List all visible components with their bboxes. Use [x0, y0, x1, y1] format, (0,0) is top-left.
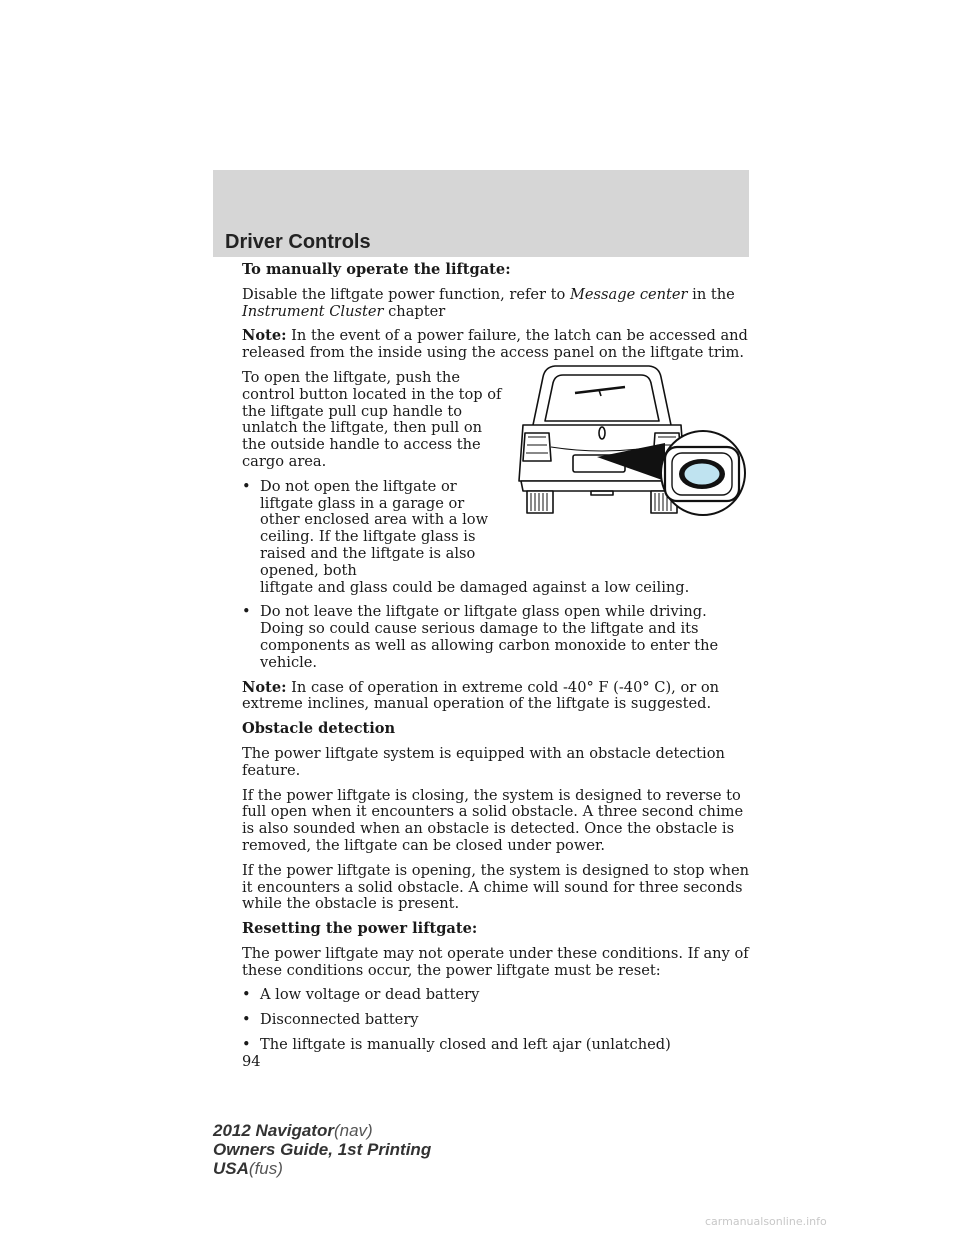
footer-model: 2012 Navigator	[213, 1121, 334, 1140]
obstacle-detection-heading: Obstacle detection	[242, 720, 396, 738]
page-number: 94	[242, 1052, 261, 1070]
bullet-icon: •	[242, 477, 251, 495]
note-power-failure: Note: In the event of a power failure, the latch can be accessed and released from the inside using the access panel on the liftgate trim.	[242, 327, 748, 362]
reset-intro-paragraph: The power liftgate may not operate under these conditions. If any of these conditions occur, the power liftgate must be reset:	[242, 944, 749, 979]
list-item: • Do not leave the liftgate or liftgate glass open while driving. Doing so could cause serious damage to the liftgate and its components as well as allowing carbon monoxide to enter the vehicle.	[242, 603, 719, 671]
bullet-icon: •	[242, 986, 251, 1004]
footer-market-code: (fus)	[248, 1159, 283, 1178]
bullet-icon: •	[242, 1036, 251, 1054]
site-watermark: carmanualsonline.info	[705, 1215, 827, 1228]
footer-market: USA	[213, 1159, 249, 1178]
footer-model-code: (nav)	[333, 1121, 373, 1140]
note-label: Note:	[242, 678, 287, 696]
obstacle-paragraph-1: The power liftgate system is equipped with an obstacle detection feature.	[242, 744, 725, 779]
obstacle-paragraph-3: If the power liftgate is opening, the system is designed to stop when it encounters a solid obstacle. A chime will sound for three seconds while the obstacle is present.	[242, 861, 750, 913]
manual-operation-heading: To manually operate the liftgate:	[242, 261, 511, 278]
chapter-title: Driver Controls	[225, 231, 371, 253]
list-item: • A low voltage or dead battery	[242, 986, 480, 1004]
resetting-heading: Resetting the power liftgate:	[242, 920, 478, 938]
bullet-icon: •	[242, 1011, 251, 1029]
bullet-icon: •	[242, 603, 251, 621]
instrument-cluster-reference: Instrument Cluster	[242, 302, 384, 320]
footer-printing: Owners Guide, 1st Printing	[213, 1140, 432, 1159]
chapter-header-band	[213, 170, 749, 257]
message-center-reference: Message center	[569, 285, 688, 303]
obstacle-paragraph-2: If the power liftgate is closing, the system is designed to reverse to full open when it encounters a solid obstacle. A three second chime is also sounded when an obstacle is detected. Once the obstacle is removed, the liftgate can be closed under power.	[242, 786, 744, 854]
note-extreme-conditions: Note: In case of operation in extreme cold -40° F (-40° C), or on extreme inclines, manual operation of the liftgate is suggested.	[242, 678, 720, 713]
list-item: • Do not open the liftgate or liftgate glass in a garage or other enclosed area with a low ceiling. If the liftgate glass is raised and the liftgate is also opened, both liftgate and glass could be damaged against a low ceiling.	[242, 477, 690, 596]
list-item: • Disconnected battery	[242, 1011, 419, 1029]
note-label: Note:	[242, 327, 287, 345]
page-body	[242, 262, 754, 1071]
list-item: • The liftgate is manually closed and left ajar (unlatched)	[242, 1036, 671, 1054]
document-footer	[213, 1121, 431, 1178]
open-liftgate-paragraph: To open the liftgate, push the control button located in the top of the liftgate pull cup handle to unlatch the liftgate, then pull on the outside handle to access the cargo area.	[242, 368, 502, 470]
disable-paragraph: Disable the liftgate power function, refer to Message center in the Instrument Cluster chapter	[242, 285, 735, 320]
